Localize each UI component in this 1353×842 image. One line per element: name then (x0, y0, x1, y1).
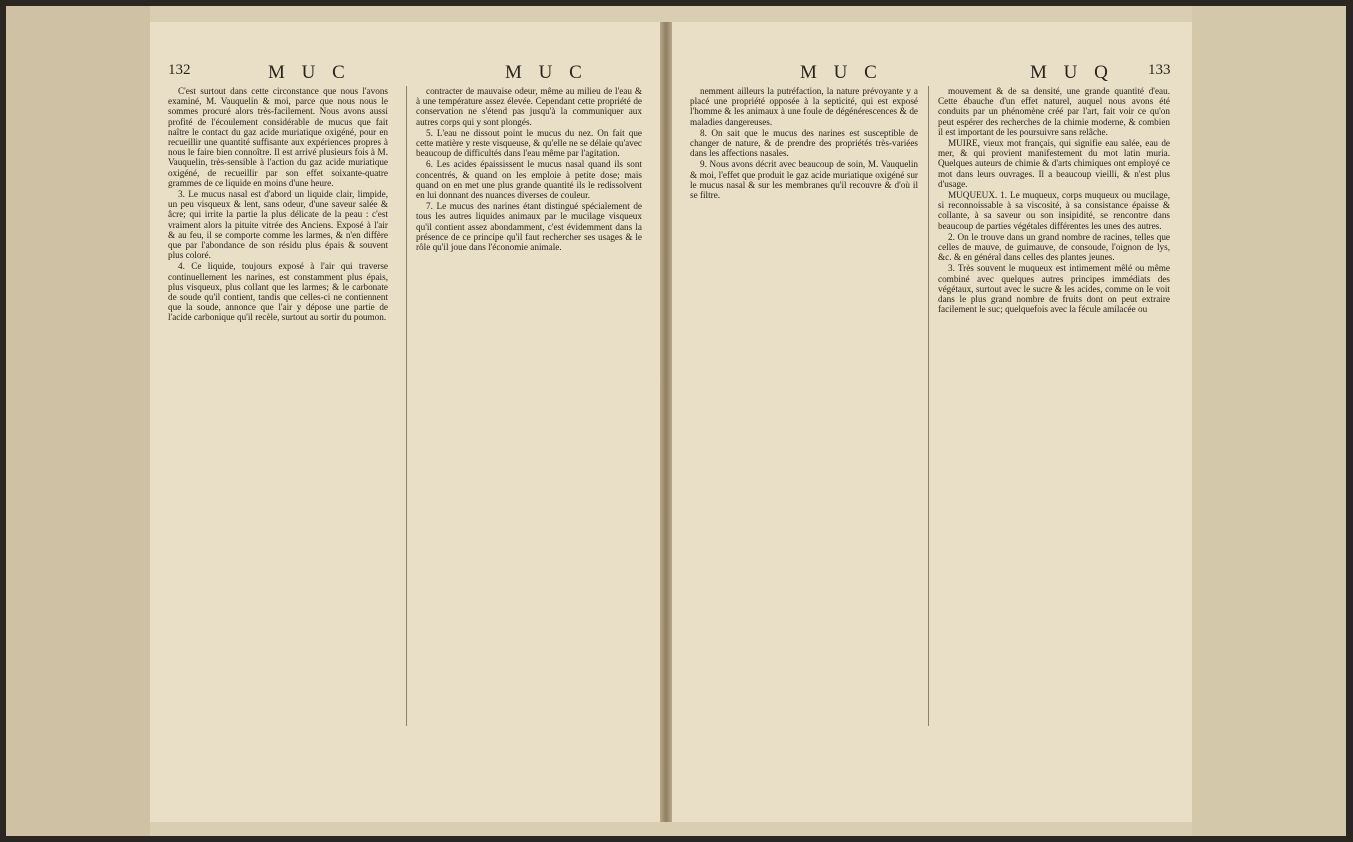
paragraph: 5. L'eau ne dissout point le mucus du nez. On fait que cette matière y reste visqueuse, & qu'elle ne se délaie qu'avec beaucoup de difficultés dans l'eau même par l'agitation. (416, 127, 642, 159)
paragraph: 2. On le trouve dans un grand nombre de racines, telles que celles de mauve, de guimauve, de consoude, l'oignon de lys, &c. & en général dans celles des plantes jeunes. (938, 231, 1170, 263)
paragraph: 9. Nous avons décrit avec beaucoup de soin, M. Vauquelin & moi, l'effet que produit le gaz acide muriatique oxigéné sur le mucus nasal & sur les membranes qu'il recouvre & d'où il se filtre. (690, 159, 918, 201)
paragraph: 4. Ce liquide, toujours exposé à l'air qui traverse continuellement les narines, est constamment plus épais, plus visqueux, plus collant que les larmes; & le carbonate de soude qu'il contient, tandis que celles-ci ne contiennent que la soude, annonce que l'air y dépose une partie de l'acide carbonique qu'il recèle, surtout au sortir du poumon. (168, 261, 388, 323)
column-rule (406, 86, 407, 726)
right-page-column-1 (690, 86, 918, 201)
right-page-column-2 (938, 86, 1170, 315)
left-header-left: M U C (268, 62, 351, 83)
paragraph: nemment ailleurs la putréfaction, la nature prévoyante y a placé une propriété opposée à la septicité, qui est exposé l'homme & les animaux à une foule de dégénérescences & de maladies dangereuses. (690, 86, 918, 127)
paragraph: 6. Les acides épaississent le mucus nasal quand ils sont concentrés, & quand on les emploie à petite dose; mais quand on en met une plus grande quantité ils le redissolvent en lui donnant des nuances diverses de couleur. (416, 159, 642, 201)
right-page-number: 133 (1148, 62, 1171, 78)
paragraph: MUQUEUX. 1. Le muqueux, corps muqueux ou mucilage, si reconnoissable à sa viscosité, à sa consistance épaisse & collante, à sa saveur ou son insipidité, se rencontre dans beaucoup de parties végétales différentes les unes des autres. (938, 190, 1170, 231)
left-margin (6, 6, 150, 836)
paragraph: 8. On sait que le mucus des narines est susceptible de changer de nature, & de prendre des propriétés très-variées dans les affections nasales. (690, 127, 918, 159)
book-gutter (660, 22, 672, 822)
paragraph: mouvement & de sa densité, une grande quantité d'eau. Cette ébauche d'un effet naturel, auquel nous avons été conduits par un phénomène créé par l'art, fait voir ce qu'on peut espérer des recherches de la chimie moderne, & combien il est important de les poursuivre sans relâche. (938, 86, 1170, 137)
left-page-number: 132 (168, 62, 191, 78)
right-header-right: M U Q (1030, 62, 1114, 83)
left-page-column-2 (416, 86, 642, 253)
left-page-column-1 (168, 86, 388, 324)
paragraph: C'est surtout dans cette circonstance que nous l'avons examiné, M. Vauquelin & moi, parce que nous nous le sommes procuré alors très-facilement. Nous avons aussi profité de l'écoulement considérable de mucus que fait naître le contact du gaz acide muriatique oxigéné, pour en recueillir une quantité suffisante aux expériences propres à nous le faire bien connoître. Il est arrivé plusieurs fois à M. Vauquelin, très-sensible à l'action du gaz acide muriatique oxigéné, de recueillir par son effet soixante-quatre grammes de ce liquide en moins d'une heure. (168, 86, 388, 188)
paragraph: 3. Très souvent le muqueux est intimement mêlé ou même combiné avec quelques autres principes immédiats des végétaux, surtout avec le sucre & les acides, comme on le voit dans le plus grand nombre de fruits dont on peut extraire facilement le suc; quelquefois avec la fécule amilacée ou (938, 263, 1170, 315)
paragraph: 3. Le mucus nasal est d'abord un liquide clair, limpide, un peu visqueux & lent, sans odeur, d'une saveur salée & âcre; qui irrite la partie la plus délicate de la peau : c'est vraiment alors la pituite vitrée des Anciens. Exposé à l'air & au feu, il se comporte comme les larmes, & n'en diffère que par l'abondance de son résidu plus épais & souvent plus coloré. (168, 189, 388, 261)
right-header-left: M U C (800, 62, 883, 83)
paragraph: 7. Le mucus des narines étant distingué spécialement de tous les autres liquides animaux par le mucilage visqueux qu'il contient assez abondamment, c'est évidemment dans la présence de ce principe qu'il faut rechercher ses usages & le rôle qu'il joue dans l'économie animale. (416, 201, 642, 253)
column-rule (928, 86, 929, 726)
paragraph: MUIRE, vieux mot français, qui signifie eau salée, eau de mer, & qui provient manifestement du mot latin muria. Quelques auteurs de chimie & d'arts chimiques ont employé ce mot dans leurs ouvrages. Il a beaucoup vieilli, & n'est plus d'usage. (938, 138, 1170, 189)
paragraph: contracter de mauvaise odeur, même au milieu de l'eau & à une température assez élevée. Cependant cette propriété de conservation ne s'étend pas jusqu'à la communiquer aux autres corps qui y sont plongés. (416, 86, 642, 127)
left-header-right: M U C (505, 62, 588, 83)
right-margin (1192, 6, 1346, 836)
